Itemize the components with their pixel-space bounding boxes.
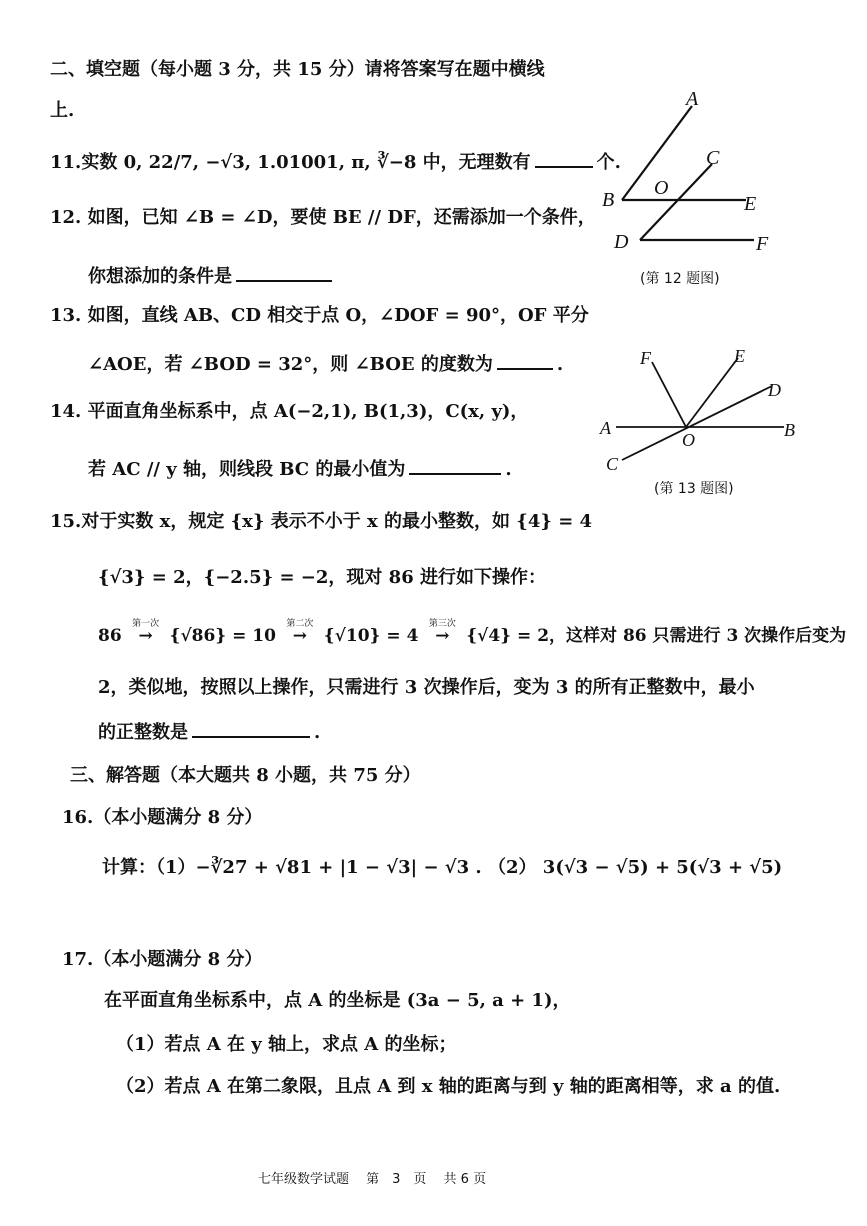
section3-heading: 三、解答题（本大题共 8 小题，共 75 分）: [70, 765, 421, 786]
fig13-line-CD: [622, 386, 772, 460]
operation-step-3-label: 第三次: [428, 619, 456, 629]
operation-step-1: 第一次 →: [128, 624, 164, 648]
question-15-end: .: [314, 722, 321, 743]
question-15-line4: 2，类似地，按照以上操作，只需进行 3 次操作后，变为 3 的所有正整数中，最小: [98, 677, 755, 698]
question-16-title: 16.（本小题满分 8 分）: [62, 807, 263, 828]
fig13-label-D: D: [768, 380, 781, 400]
question-13-line1: 13. 如图，直线 AB、CD 相交于点 O，∠DOF = 90°，OF 平分: [50, 305, 589, 326]
question-16-calc2: （2） 3(√3 − √5) + 5(√3 + √5): [488, 857, 783, 878]
answer-blank-13[interactable]: [497, 350, 553, 370]
question-13-end: .: [556, 354, 564, 375]
question-16-calc1: 计算：（1）−∛27 + √81 + |1 − √3| − √3 .: [102, 857, 482, 878]
fig12-label-E: E: [744, 193, 757, 215]
operation-start: 86: [98, 626, 122, 646]
fig12-label-O: O: [654, 177, 669, 199]
question-15-line3: [98, 619, 847, 648]
operation-step-2-label: 第二次: [286, 619, 314, 629]
operation-step-3: 第三次 →: [424, 624, 460, 648]
fig12-label-A: A: [686, 88, 699, 110]
fig13-ray-OF: [652, 362, 686, 427]
fig13-label-B: B: [784, 420, 795, 440]
operation-result-1: {√86} = 10: [169, 626, 276, 646]
section2-heading: 二、填空题（每小题 3 分，共 15 分）请将答案写在题中横线: [50, 59, 545, 80]
question-12-line1: 12. 如图，已知 ∠B = ∠D，要使 BE // DF，还需添加一个条件，: [50, 207, 596, 228]
fig12-label-F: F: [756, 233, 769, 255]
answer-blank-15[interactable]: [192, 718, 310, 738]
figure-13-caption: (第 13 题图): [654, 481, 734, 497]
question-12-prompt: 你想添加的条件是: [88, 266, 232, 287]
fig12-label-B: B: [602, 189, 615, 211]
question-14-end: .: [505, 459, 512, 480]
fig13-label-A: A: [600, 418, 611, 438]
figure-13-diagram: [596, 344, 816, 474]
question-13-line2: [88, 350, 563, 377]
question-17-line2: （1）若点 A 在 y 轴上，求点 A 的坐标；: [116, 1034, 457, 1055]
section2-heading-cont: 上.: [50, 100, 75, 121]
fig13-label-O: O: [682, 430, 695, 450]
operation-result-3: {√4} = 2，这样对 86 只需进行 3 次操作后变为: [466, 626, 847, 646]
fig13-ray-OE: [686, 358, 738, 427]
figure-12-caption: (第 12 题图): [640, 271, 720, 287]
question-15-line1: 15.对于实数 x，规定 {x} 表示不小于 x 的最小整数，如 {4} = 4: [50, 511, 593, 532]
answer-blank-11[interactable]: [535, 148, 593, 168]
question-11: [50, 148, 621, 175]
question-15-line5: [98, 718, 320, 745]
operation-step-2: 第二次 →: [282, 624, 318, 648]
question-15-line2: {√3} = 2，{−2.5} = −2，现对 86 进行如下操作：: [98, 567, 546, 588]
question-12-line2: [88, 262, 336, 289]
question-11-text: 11.实数 0, 22/7, −√3, 1.01001, π, ∛−8 中，无理数有: [50, 152, 531, 173]
figure-12-diagram: [596, 88, 796, 258]
fig12-line-CD: [640, 164, 712, 240]
fig12-label-C: C: [706, 147, 720, 169]
answer-blank-14[interactable]: [409, 455, 501, 475]
question-14-line1: 14. 平面直角坐标系中，点 A(−2,1), B(1,3)，C(x, y)，: [50, 401, 529, 422]
question-17-line1: 在平面直角坐标系中，点 A 的坐标是 (3a − 5, a + 1)，: [104, 990, 571, 1011]
question-17-line3: （2）若点 A 在第二象限，且点 A 到 x 轴的距离与到 y 轴的距离相等，求 a 的值.: [116, 1076, 781, 1097]
operation-result-2: {√10} = 4: [323, 626, 419, 646]
fig12-label-D: D: [614, 231, 629, 253]
page-footer: 七年级数学试题 第 3 页 共 6 页: [258, 1172, 487, 1187]
fig13-label-F: F: [640, 348, 651, 368]
fig13-label-C: C: [606, 454, 619, 474]
operation-step-1-label: 第一次: [132, 619, 160, 629]
question-15-prompt: 的正整数是: [98, 722, 188, 743]
question-14-line2: [88, 455, 512, 482]
question-17-title: 17.（本小题满分 8 分）: [62, 949, 263, 970]
fig13-label-E: E: [734, 346, 745, 366]
question-11-suffix: 个.: [596, 152, 621, 173]
question-14-prompt: 若 AC // y 轴，则线段 BC 的最小值为: [88, 459, 406, 480]
answer-blank-12[interactable]: [236, 262, 332, 282]
question-13-prompt: ∠AOE，若 ∠BOD = 32°，则 ∠BOE 的度数为: [88, 354, 493, 375]
